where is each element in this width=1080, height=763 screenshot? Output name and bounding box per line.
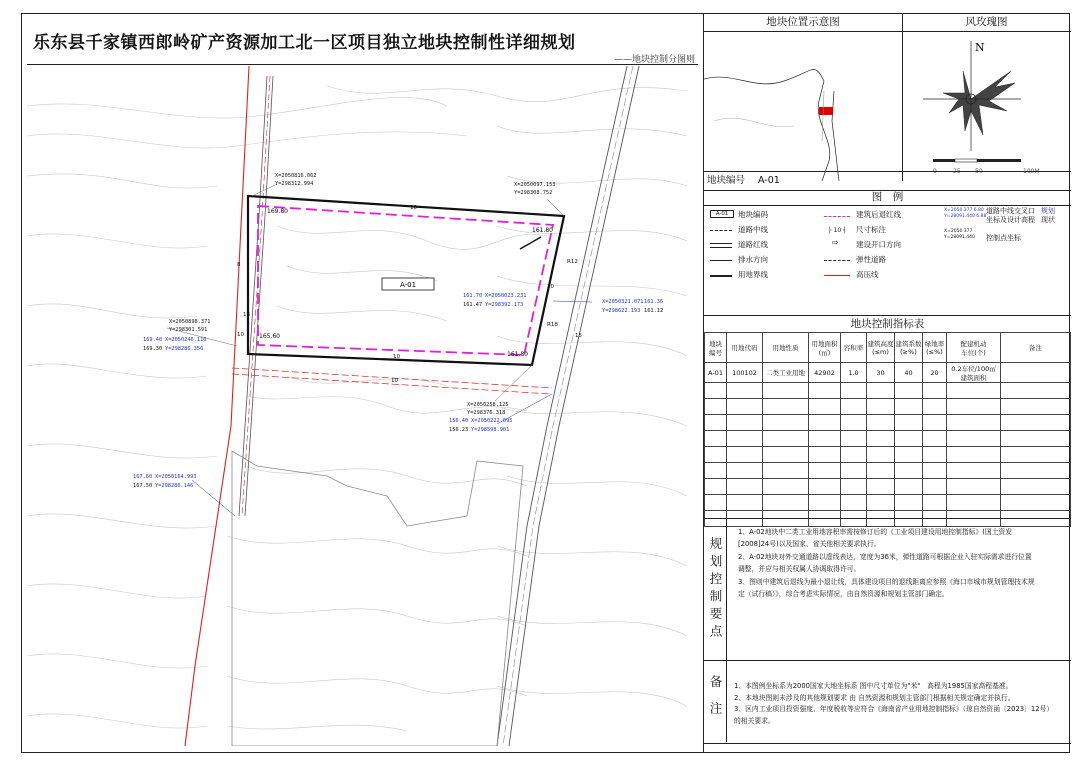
legend-label: 排水方向: [738, 255, 768, 264]
contour-lines: [27, 86, 687, 731]
scale-tick: 100M: [1023, 168, 1040, 175]
blue-elev: 169.40: [143, 337, 163, 343]
table-header: 容积率: [841, 333, 867, 363]
plot-number-label: 地块编号: [707, 175, 746, 186]
dimension-label: R12: [567, 259, 578, 265]
coord-y: Y=298301.591: [169, 327, 208, 333]
legend-label: 高压线: [856, 270, 879, 279]
coord-x: X=2050258.125: [467, 402, 509, 408]
dimension-label: 10: [237, 332, 244, 338]
lower-site-outline: [232, 451, 523, 746]
legend-label: 建设开口方向: [856, 240, 901, 249]
legend-symbol: A-01: [710, 210, 734, 218]
remark: 1、本图例坐标系为2000国家大地坐标系 图中尺寸单位为"米" 高程为1985国家高程基准。: [734, 682, 1013, 690]
blue-coord-x: X=2050164.993: [155, 474, 197, 480]
blue-coord-y: Y=298392.173: [485, 302, 524, 308]
blue-elev: 156.40: [449, 418, 469, 424]
plot-label: A-01: [399, 281, 417, 289]
coord-x: X=2050097.153: [514, 182, 556, 188]
drainage-arrow: [520, 237, 541, 249]
blue-elev: 161.36: [644, 299, 664, 305]
wind-rose-title: 风玫瑰图: [902, 13, 1071, 32]
dimension-label: 18: [243, 312, 250, 318]
location-title: 地块位置示意图: [704, 13, 903, 32]
blue-coord-y: Y=298286.356: [165, 346, 204, 352]
remark: 3、区内工业项目投资强度、年度税收等应符合《海南省产业用地控制指标》（琼自然资函〔2023〕12号）的相关要求。: [734, 705, 1054, 725]
legend-label: 道路中线交叉口 坐标及设计高程: [986, 207, 1035, 224]
blue-coord-x: X=2050222.095: [471, 418, 513, 424]
legend-label: 地块编码: [738, 210, 768, 219]
plot-location-marker: [819, 107, 833, 115]
blue-elev: 169.30: [143, 346, 163, 352]
control-label: 规划控制要点: [708, 536, 723, 642]
legend: A-01 地块编码 道路中线 道路红线 排水方向 用地界线 建筑后退红线 ├ 10 ┤ 尺寸标注 ⇨ 建设开口方向 弹性道路 高压线 X=2050 377 6.80 Y=28091.440 6.88 道路中线交叉口 坐标及设计高程 规划 现状 X=2050 377 Y=28091.440 控制点坐标: [704, 205, 1071, 313]
dimension-label: 10: [391, 378, 398, 384]
blue-elev: 161.70: [463, 293, 483, 299]
coord-x: X=2050898.371: [169, 319, 211, 325]
location-map: [704, 31, 902, 181]
table-row: A-01 100102 二类工业用地 42902 1.0 30 40 20 0.2车位/100㎡ 建筑面积: [705, 363, 1071, 383]
title-underline: [27, 64, 698, 65]
scale-tick: 50: [975, 168, 983, 175]
page-subtitle: ——地块控制分图则: [614, 55, 696, 65]
dimension-label: 8: [237, 262, 241, 268]
remark-label: 备注: [708, 674, 723, 728]
legend-label: 用地界线: [738, 270, 768, 279]
legend-label: 道路中线: [738, 225, 768, 234]
index-title: 地块控制指标表: [704, 315, 1071, 333]
remarks: [734, 681, 1054, 727]
elevation-label: 161.80: [532, 227, 553, 234]
legend-label: 弹性道路: [856, 255, 886, 264]
control-note: 2、A-02地块对外交通道路以虚线表达，宽度为36米，弹性道路可根据企业入驻实际需求进行位置调整，并应与相关权属人协调取得许可。: [738, 553, 1032, 573]
blue-elev: 161.47: [463, 302, 483, 308]
plot-number-row: [704, 171, 902, 191]
index-table: [704, 332, 1071, 527]
elevation-label: 169.80: [267, 208, 288, 215]
legend-coord: X=2050 377 Y=28091.440: [944, 229, 975, 240]
scale-tick: 0: [933, 168, 937, 175]
blue-elev: 161.12: [644, 308, 664, 314]
right-panel: [703, 13, 1070, 753]
table-header: 配建机动 车位(个): [947, 333, 1001, 363]
dimension-label: 10: [547, 284, 554, 290]
legend-label: 建筑后退红线: [856, 210, 901, 219]
coord-y: Y=298376.318: [467, 410, 506, 416]
coord-y: Y=298312.994: [275, 181, 314, 187]
east-road: [497, 66, 639, 746]
blue-coord-y: Y=298598.901: [471, 427, 510, 433]
wind-rose: [903, 31, 1071, 181]
legend-label: 控制点坐标: [986, 234, 1021, 242]
scale-tick: 25: [953, 168, 961, 175]
blue-coord-x: X=2050246.110: [165, 337, 207, 343]
legend-label: 规划 现状: [1041, 207, 1055, 224]
table-header: 建筑高度 (≤m): [867, 333, 895, 363]
table-header: 地块 编号: [705, 333, 727, 363]
dimension-label: 15: [575, 333, 582, 339]
blue-elev: 167.50: [133, 483, 153, 489]
dimension-label: 10: [410, 205, 417, 211]
plot-number-value: A-01: [758, 175, 780, 186]
table-header: 备注: [1001, 333, 1071, 363]
page-title: 乐东县千家镇西郎岭矿产资源加工北一区项目独立地块控制性详细规划: [33, 33, 576, 53]
legend-coord: X=2050 377 6.80 Y=28091.440 6.88: [944, 208, 987, 219]
blue-coord-y: Y=298622.193: [602, 308, 641, 314]
blue-elev: 156.23: [449, 427, 469, 433]
blue-coord-y: Y=298286.146: [155, 483, 194, 489]
remark: 2、本地块图则未涉及的其他规划要求 由 自然资源和规划主管部门根据相关规定确定并执行。: [734, 693, 1015, 702]
table-header: 用地面积 (㎡): [809, 333, 841, 363]
control-note: 3、图则中建筑后退线为最小退让线，具体建设项目的退线距离应参照《海口市城市规划管理技术规定（试行稿）》，综合考虑实际情况，由自然资源和规划主管部门确定。: [738, 578, 1035, 598]
high-voltage-line: [185, 66, 249, 746]
table-header: 绿地率 (≤%): [923, 333, 947, 363]
control-notes: [738, 527, 1038, 600]
dimension-label: 10: [393, 354, 400, 360]
blue-coord-x: X=2050321.071: [602, 299, 644, 305]
table-header: 用地性质: [763, 333, 809, 363]
control-note: 1、A-02地块中二类工业用地容积率需按修订后的《工业项目建设用地控制指标》(国土资发[2008]24号)以及国家、省关他相关要求执行。: [738, 528, 1013, 548]
table-header: 建筑系数 (≥%): [895, 333, 923, 363]
dimension-label: R18: [547, 322, 558, 328]
table-header: 用地代码: [727, 333, 763, 363]
elevation-label: 165.60: [259, 333, 280, 340]
legend-title: 图 例: [704, 189, 1071, 206]
wind-rose-petals: [943, 71, 1015, 135]
plot-map: [27, 66, 698, 746]
legend-label: 道路红线: [738, 240, 768, 249]
north-label: N: [975, 41, 985, 54]
blue-coord-x: X=2050023.231: [485, 293, 527, 299]
elevation-label: 161.80: [507, 351, 528, 358]
coord-x: X=2050816.062: [275, 173, 317, 179]
coord-y: Y=298308.752: [514, 190, 553, 196]
legend-label: 尺寸标注: [856, 225, 886, 234]
blue-elev: 167.60: [133, 474, 153, 480]
